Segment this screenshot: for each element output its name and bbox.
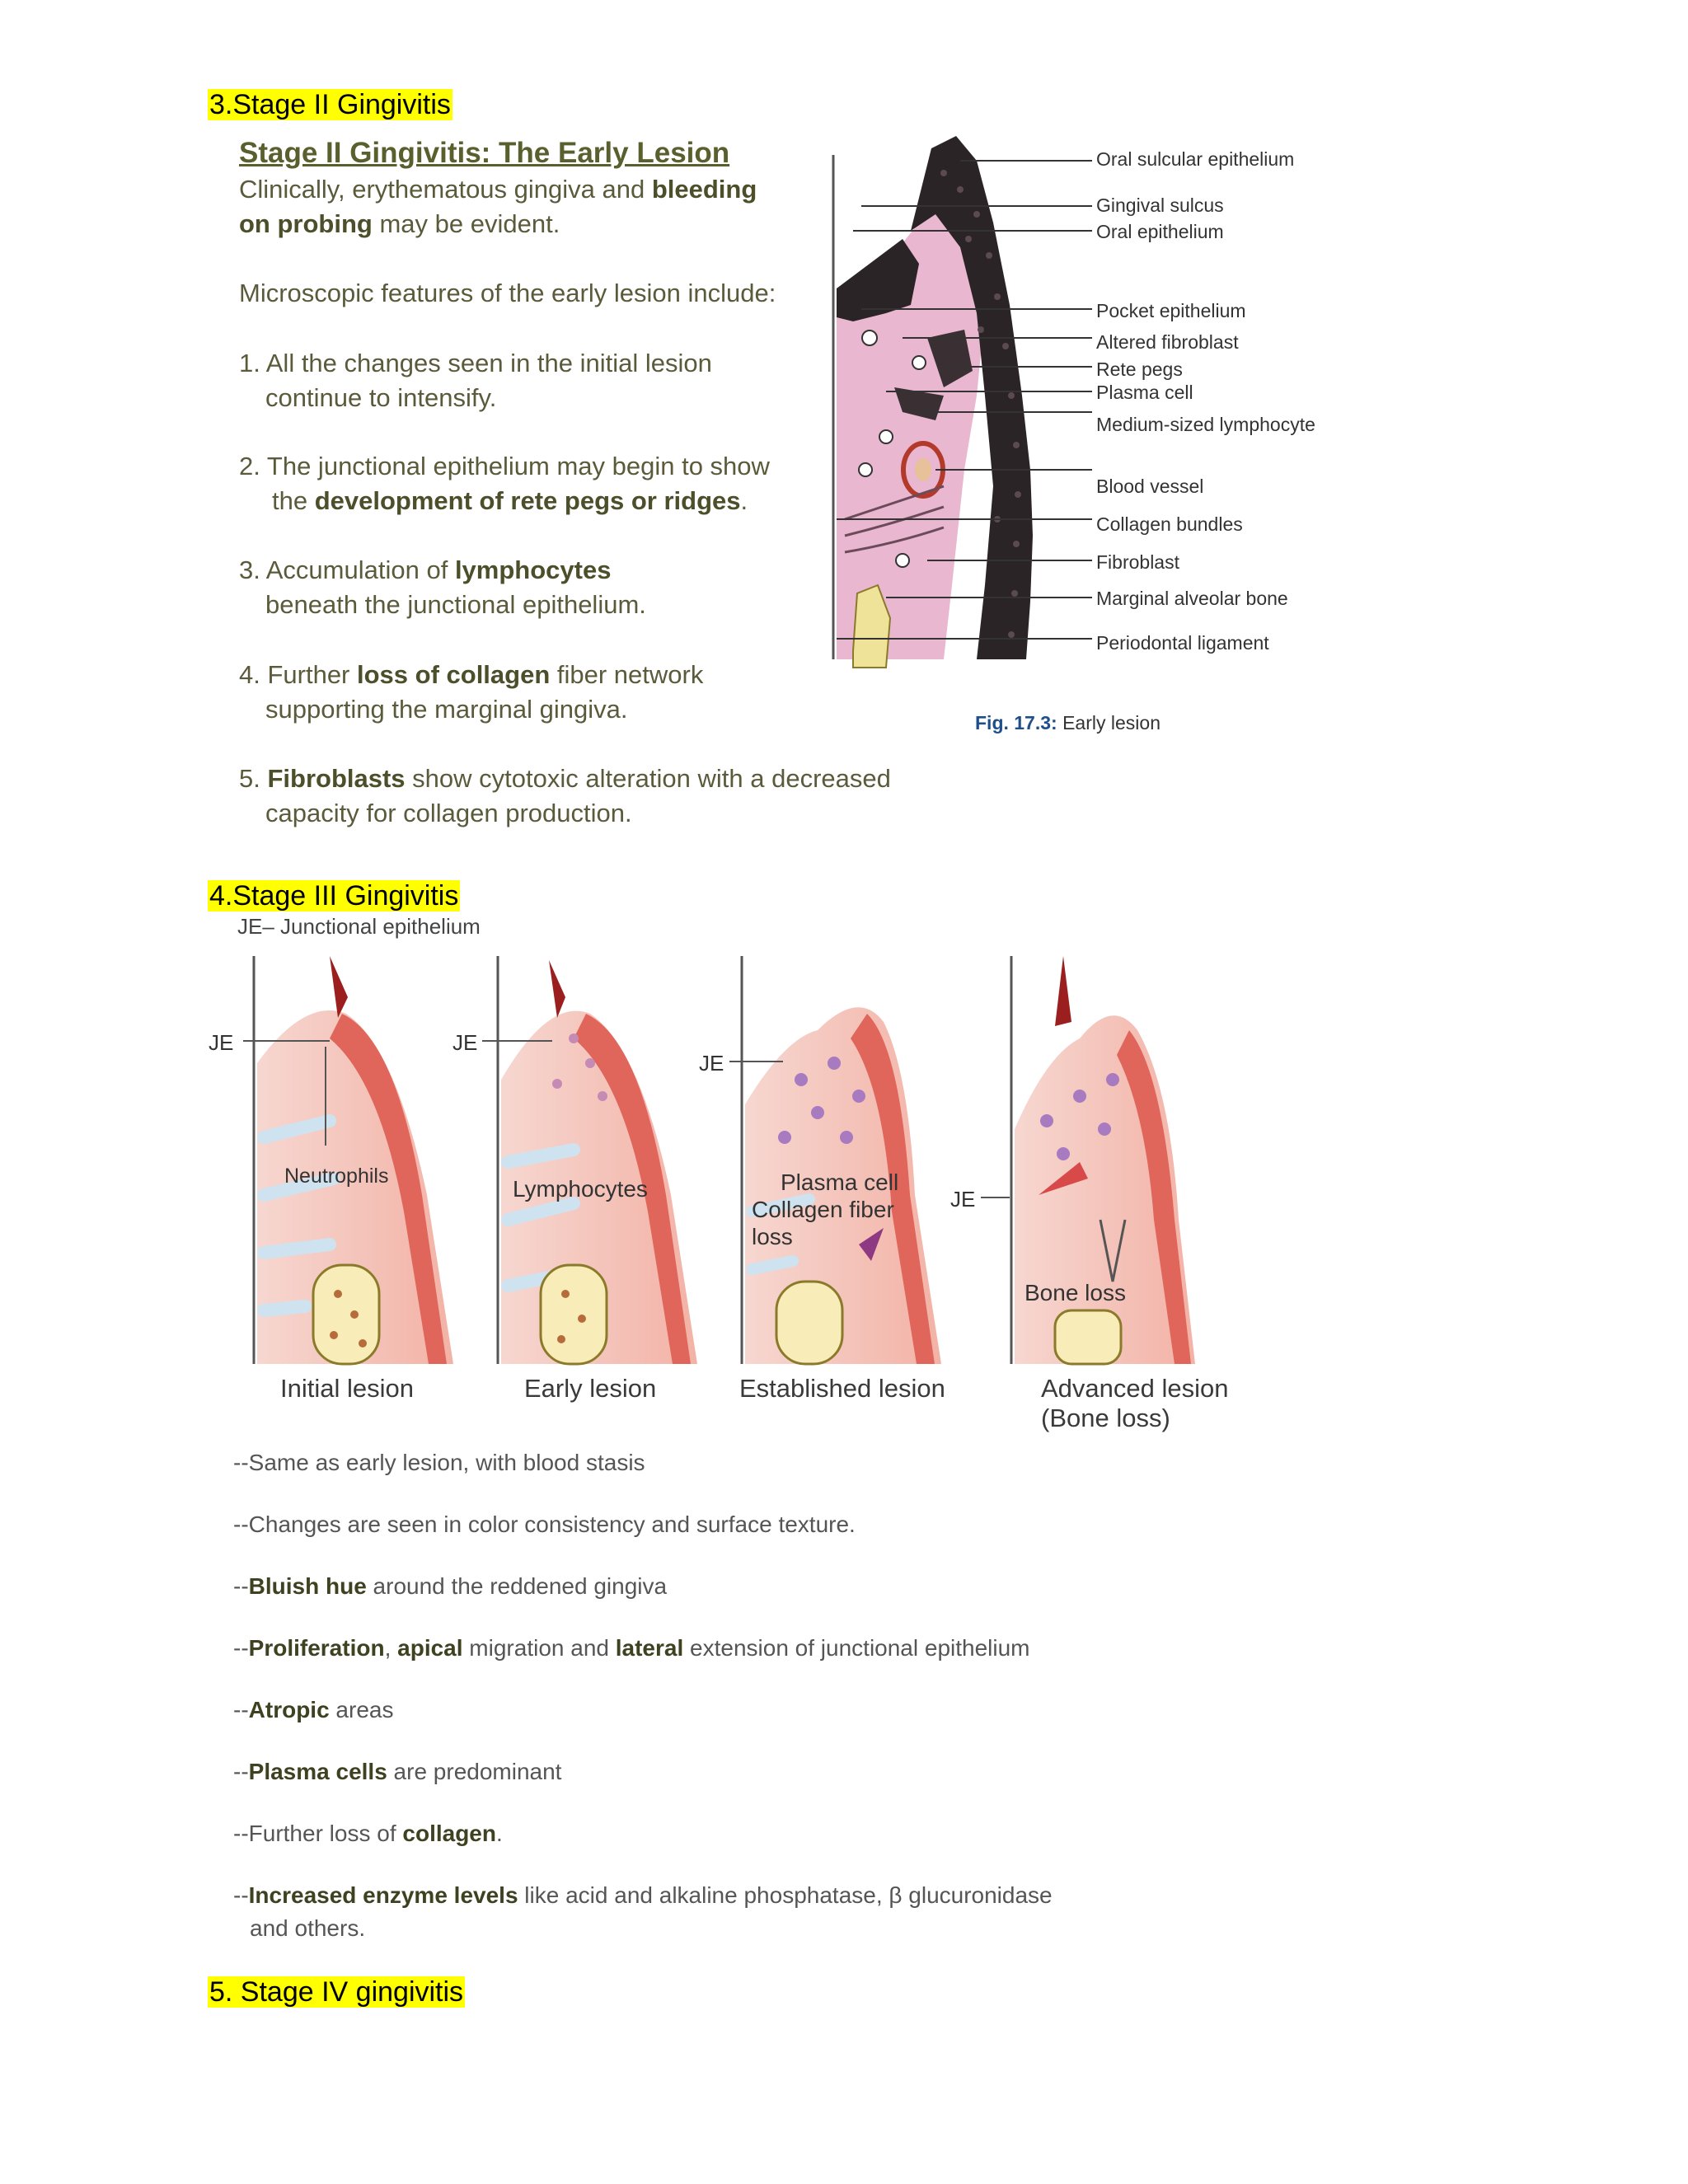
label-plasma-collagen: Plasma cell Collagen fiber loss [752, 1169, 899, 1249]
point-5: 5. Fibroblasts show cytotoxic alteration with a decreased capacity for collagen production. [239, 764, 891, 827]
desc-line-3: --Bluish hue around the reddened gingiva [233, 1573, 668, 1599]
micro-intro: Microscopic features of the early lesion include: [239, 279, 776, 307]
point-3: 3. Accumulation of lymphocytes beneath the junctional epithelium. [239, 555, 646, 619]
je-marker-1: JE [209, 1030, 234, 1055]
fig-label-pocket-epithelium: Pocket epithelium [1096, 300, 1246, 321]
stage2-subheading: Stage II Gingivitis: The Early Lesion [239, 137, 730, 169]
desc-line-5: --Atropic areas [233, 1697, 394, 1722]
label-neutrophils: Neutrophils [284, 1165, 389, 1188]
fig-label-medium-sized-lymphocyte: Medium-sized lymphocyte [1096, 414, 1315, 435]
je-marker-4: JE [950, 1187, 976, 1212]
caption-established-lesion: Established lesion [739, 1374, 945, 1403]
fig-label-gingival-sulcus: Gingival sulcus [1096, 194, 1224, 216]
fig-label-fibroblast: Fibroblast [1096, 551, 1179, 573]
fig-label-marginal-alveolar-bone: Marginal alveolar bone [1096, 588, 1288, 609]
fig-label-periodontal-ligament: Periodontal ligament [1096, 632, 1269, 654]
desc-line-8: --Increased enzyme levels like acid and alkaline phosphatase, β glucuronidase and others. [233, 1882, 1053, 1941]
stage2-heading: 3.Stage II Gingivitis [209, 89, 451, 120]
caption-initial-lesion: Initial lesion [280, 1374, 414, 1403]
fig-label-rete-pegs: Rete pegs [1096, 359, 1183, 380]
fig-label-blood-vessel: Blood vessel [1096, 476, 1204, 497]
caption-advanced-lesion: Advanced lesion (Bone loss) [1041, 1374, 1229, 1432]
stage2-intro: Clinically, erythematous gingiva and bleeding on probing may be evident. [239, 175, 757, 238]
desc-line-2: --Changes are seen in color consistency and surface texture. [233, 1511, 856, 1537]
point-1: 1. All the changes seen in the initial lesion continue to intensify. [239, 349, 712, 412]
caption-early-lesion: Early lesion [524, 1374, 657, 1403]
point-2: 2. The junctional epithelium may begin to show the development of rete pegs or ridges. [239, 452, 770, 515]
fig-label-plasma-cell: Plasma cell [1096, 382, 1193, 403]
fig-label-collagen-bundles: Collagen bundles [1096, 513, 1243, 535]
desc-line-4: --Proliferation, apical migration and lateral extension of junctional epithelium [233, 1635, 1030, 1661]
stage4-heading: 5. Stage IV gingivitis [209, 1976, 464, 2008]
je-marker-3: JE [699, 1051, 724, 1076]
desc-line-6: --Plasma cells are predominant [233, 1759, 562, 1784]
label-bone-loss: Bone loss [1025, 1280, 1126, 1305]
desc-line-1: --Same as early lesion, with blood stasis [233, 1450, 645, 1475]
je-marker-2: JE [452, 1030, 478, 1055]
fig-label-oral-sulcular-epithelium: Oral sulcular epithelium [1096, 148, 1295, 170]
je-legend: JE– Junctional epithelium [237, 914, 481, 939]
point-4: 4. Further loss of collagen fiber network supporting the marginal gingiva. [239, 660, 704, 724]
label-lymphocytes: Lymphocytes [513, 1176, 648, 1202]
fig-label-altered-fibroblast: Altered fibroblast [1096, 331, 1239, 353]
stage3-heading: 4.Stage III Gingivitis [209, 880, 459, 912]
fig-label-oral-epithelium: Oral epithelium [1096, 221, 1224, 242]
figure-caption: Fig. 17.3: Early lesion [975, 712, 1160, 733]
desc-line-7: --Further loss of collagen. [233, 1821, 503, 1846]
